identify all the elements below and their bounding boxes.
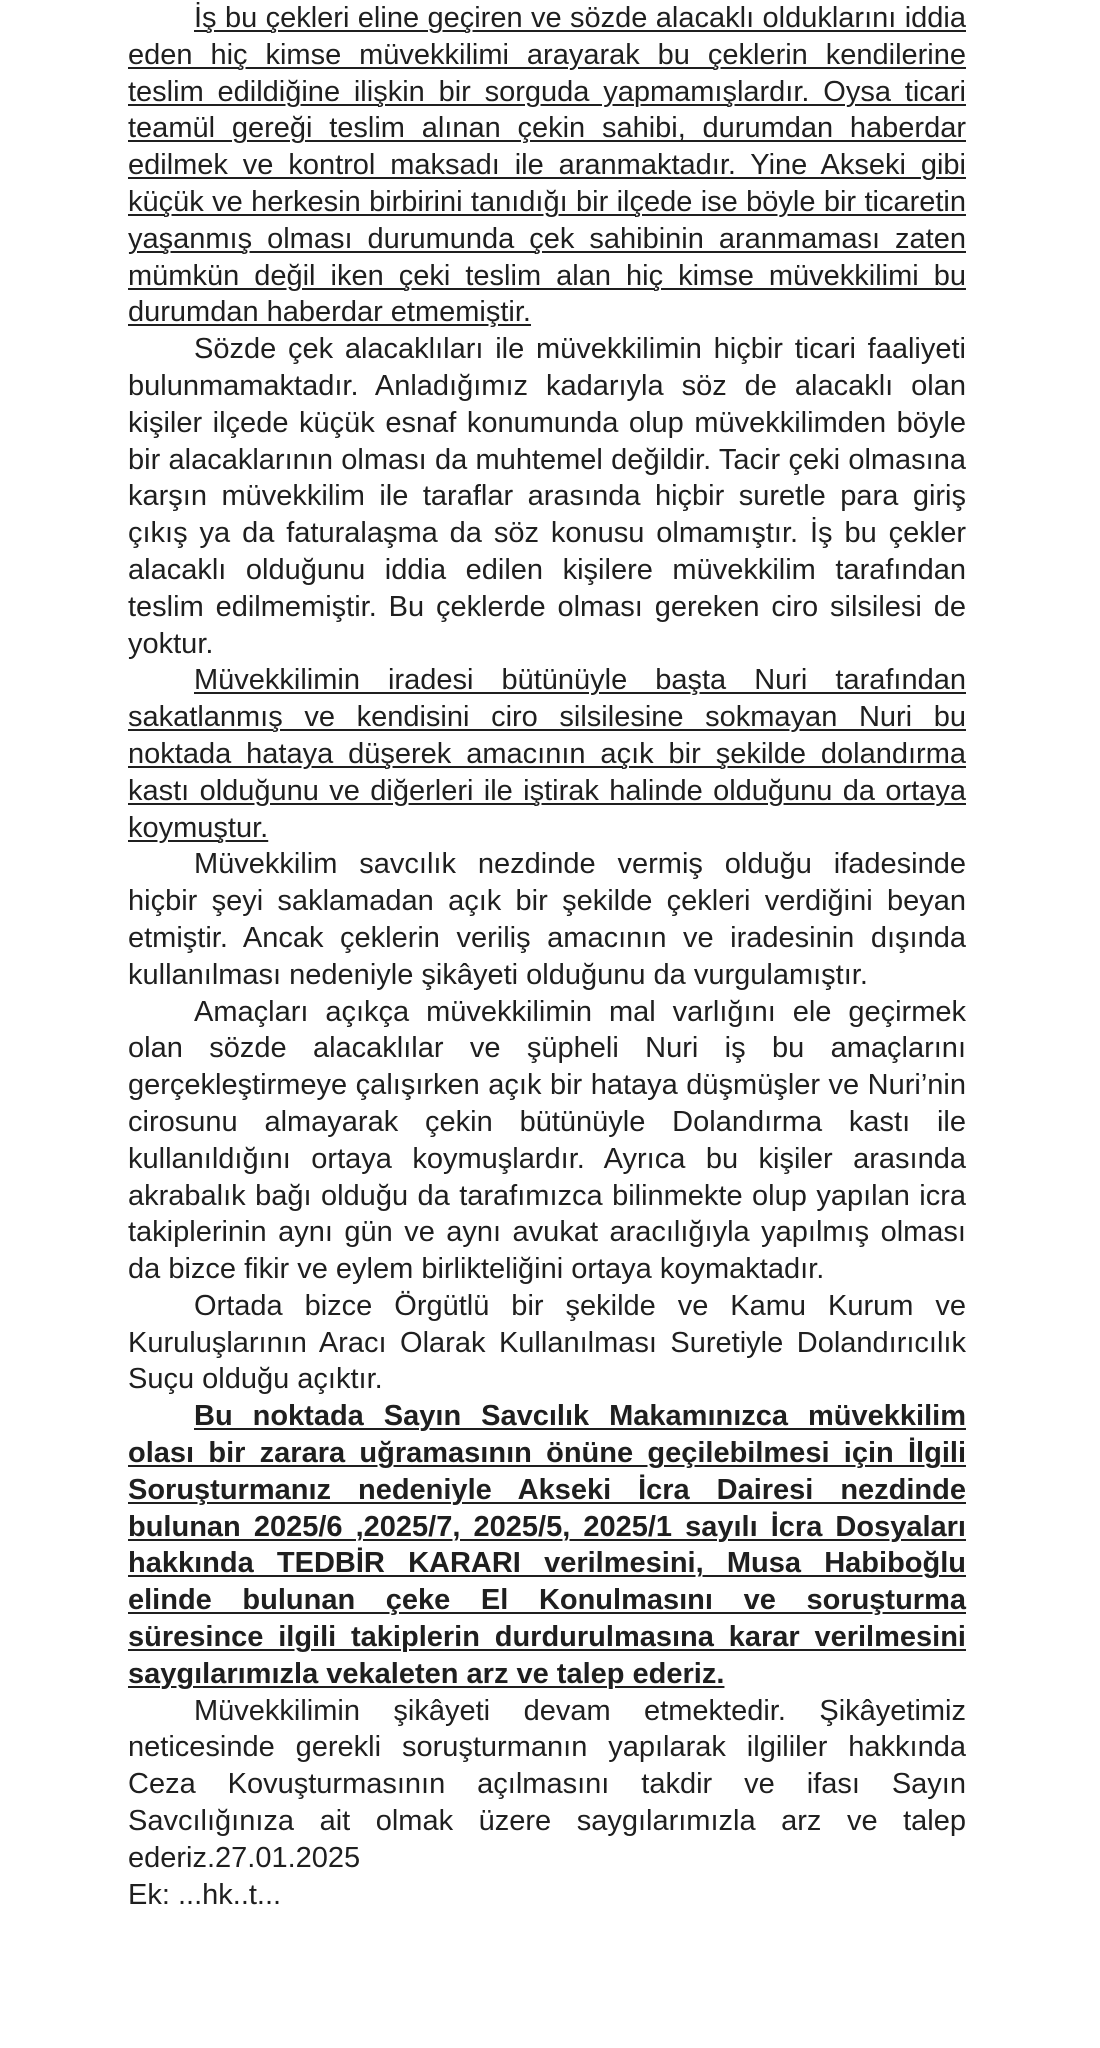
document-page [128, 0, 966, 1913]
cut-off-text: Ek: ...hk..t... [128, 1878, 282, 1911]
paragraph-text: Ortada bizce Örgütlü bir şekilde ve Kamu Kurum ve Kuruluşlarının Aracı Olarak Kullanılması Suretiyle Dolandırıcılık Suçu olduğu açıktır. [128, 1289, 966, 1396]
paragraph-text: İş bu çekleri eline geçiren ve sözde alacaklı olduklarını iddia eden hiç kimse müvekkilimi arayarak bu çeklerin kendilerine teslim edildiğine ilişkin bir sorguda yapmamışlardır. Oysa ticari teamül gereği teslim alınan çekin sahibi, durumdan haberdar edilmek ve kontrol maksadı ile aranmaktadır. Yine Akseki gibi küçük ve herkesin birbirini tanıdığı bir ilçede ise böyle bir ticaretin yaşanmış olması durumunda çek sahibinin aranmaması zaten mümkün değil iken çeki teslim alan hiç kimse müvekkilimi bu durumdan haberdar etmemiştir. [128, 2, 966, 329]
paragraph-will-defect [128, 662, 966, 846]
paragraph-injunction-request [128, 1398, 966, 1692]
paragraph-text: Sözde çek alacaklıları ile müvekkilimin hiçbir ticari faaliyeti bulunmamaktadır. Anladığımız kadarıyla söz de alacaklı olan kişiler ilçede küçük esnaf konumunda olup müvekkilimden böyle bir alacaklarının olması da muhtemel değildir. Tacir çeki olmasına karşın müvekkilim ile taraflar arasında hiçbir suretle para giriş çıkış ya da faturalaşma da söz konusu olmamıştır. İş bu çekler alacaklı olduğunu iddia edilen kişilere müvekkilim tarafından teslim edilmemiştir. Bu çeklerde olması gereken ciro silsilesi de yoktur. [128, 333, 966, 660]
paragraph-statement [128, 846, 966, 993]
paragraph-closing-request [128, 1693, 966, 1877]
paragraph-text: Müvekkilimin iradesi bütünüyle başta Nuri tarafından sakatlanmış ve kendisini ciro silsilesine sokmayan Nuri bu noktada hataya düşerek amacının açık bir şekilde dolandırma kastı olduğunu ve diğerleri ile iştirak halinde olduğunu da ortaya koymuştur. [128, 664, 966, 844]
paragraph-text: Bu noktada Sayın Savcılık Makamınızca müvekkilim olası bir zarara uğramasının önüne geçilebilmesi için İlgili Soruşturmanız nedeniyle Akseki İcra Dairesi nezdinde bulunan 2025/6 ,2025/7, 2025/5, 2025/1 sayılı İcra Dosyaları hakkında TEDBİR KARARI verilmesini, Musa Habiboğlu elinde bulunan çeke El Konulmasını ve soruşturma süresince ilgili takiplerin durdurulmasına karar verilmesini saygılarımızla vekaleten arz ve talep ederiz. [128, 1400, 966, 1690]
paragraph-text: Müvekkilim savcılık nezdinde vermiş olduğu ifadesinde hiçbir şeyi saklamadan açık bir şekilde çekleri verdiğini beyan etmiştir. Ancak çeklerin veriliş amacının ve iradesinin dışında kullanılması nedeniyle şikâyeti olduğunu da vurgulamıştır. [128, 848, 966, 991]
cut-off-line [128, 1877, 966, 1914]
paragraph-no-verification [128, 0, 966, 331]
paragraph-text: Amaçları açıkça müvekkilimin mal varlığını ele geçirmek olan sözde alacaklılar ve şüpheli Nuri iş bu amaçlarını gerçekleştirmeye çalışırken açık bir hataya düşmüşler ve Nuri’nin cirosunu almayarak çekin bütünüyle Dolandırma kastı ile kullanıldığını ortaya koymuşlardır. Ayrıca bu kişiler arasında akrabalık bağı olduğu da tarafımızca bilinmekte olup yapılan icra takiplerinin aynı gün ve aynı avukat aracılığıyla yapılmış olması da bizce fikir ve eylem birlikteliğini ortaya koymaktadır. [128, 995, 966, 1286]
paragraph-no-commercial-relation [128, 331, 966, 662]
paragraph-text: Müvekkilimin şikâyeti devam etmektedir. Şikâyetimiz neticesinde gerekli soruşturmanın yapılarak ilgililer hakkında Ceza Kovuşturmasının açılmasını takdir ve ifası Sayın Savcılığınıza ait olmak üzere saygılarımızla arz ve talep ederiz.27.01.2025 [128, 1694, 966, 1874]
paragraph-organized-crime [128, 1288, 966, 1398]
paragraph-fraud-intent [128, 994, 966, 1288]
